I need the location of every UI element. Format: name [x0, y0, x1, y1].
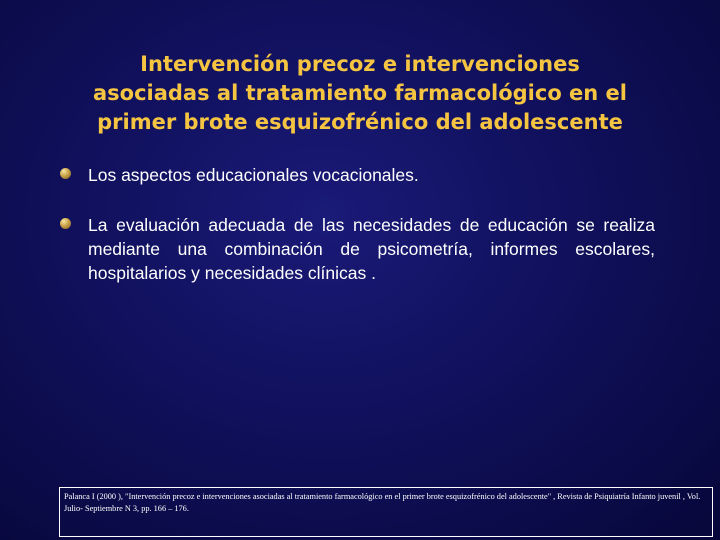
- title-line: primer brote esquizofrénico del adolescente: [97, 110, 623, 134]
- bullet-icon: [60, 218, 71, 229]
- title-line: asociadas al tratamiento farmacológico en el: [92, 81, 627, 105]
- slide-title: [40, 50, 680, 137]
- bullet-list: [60, 163, 655, 285]
- bullet-item: [60, 213, 655, 285]
- bullet-text: La evaluación adecuada de las necesidades de educación se realiza mediante una combinación de psicometría, informes escolares, hospitalarios y necesidades clínicas .: [88, 215, 655, 283]
- title-line: Intervención precoz e intervenciones: [140, 52, 580, 76]
- bullet-text: Los aspectos educacionales vocacionales.: [88, 165, 419, 185]
- citation-box: Palanca I (2000 ), "Intervención precoz e intervenciones asociadas al tratamiento farmacológico en el primer brote esquizofrénico del adolescente" , Revista de Psiquiatría Infanto juvenil , Vol. Julio- Septiembre N 3, pp. 166 – 176.: [59, 487, 713, 537]
- bullet-icon: [60, 168, 71, 179]
- bullet-item: [60, 163, 655, 187]
